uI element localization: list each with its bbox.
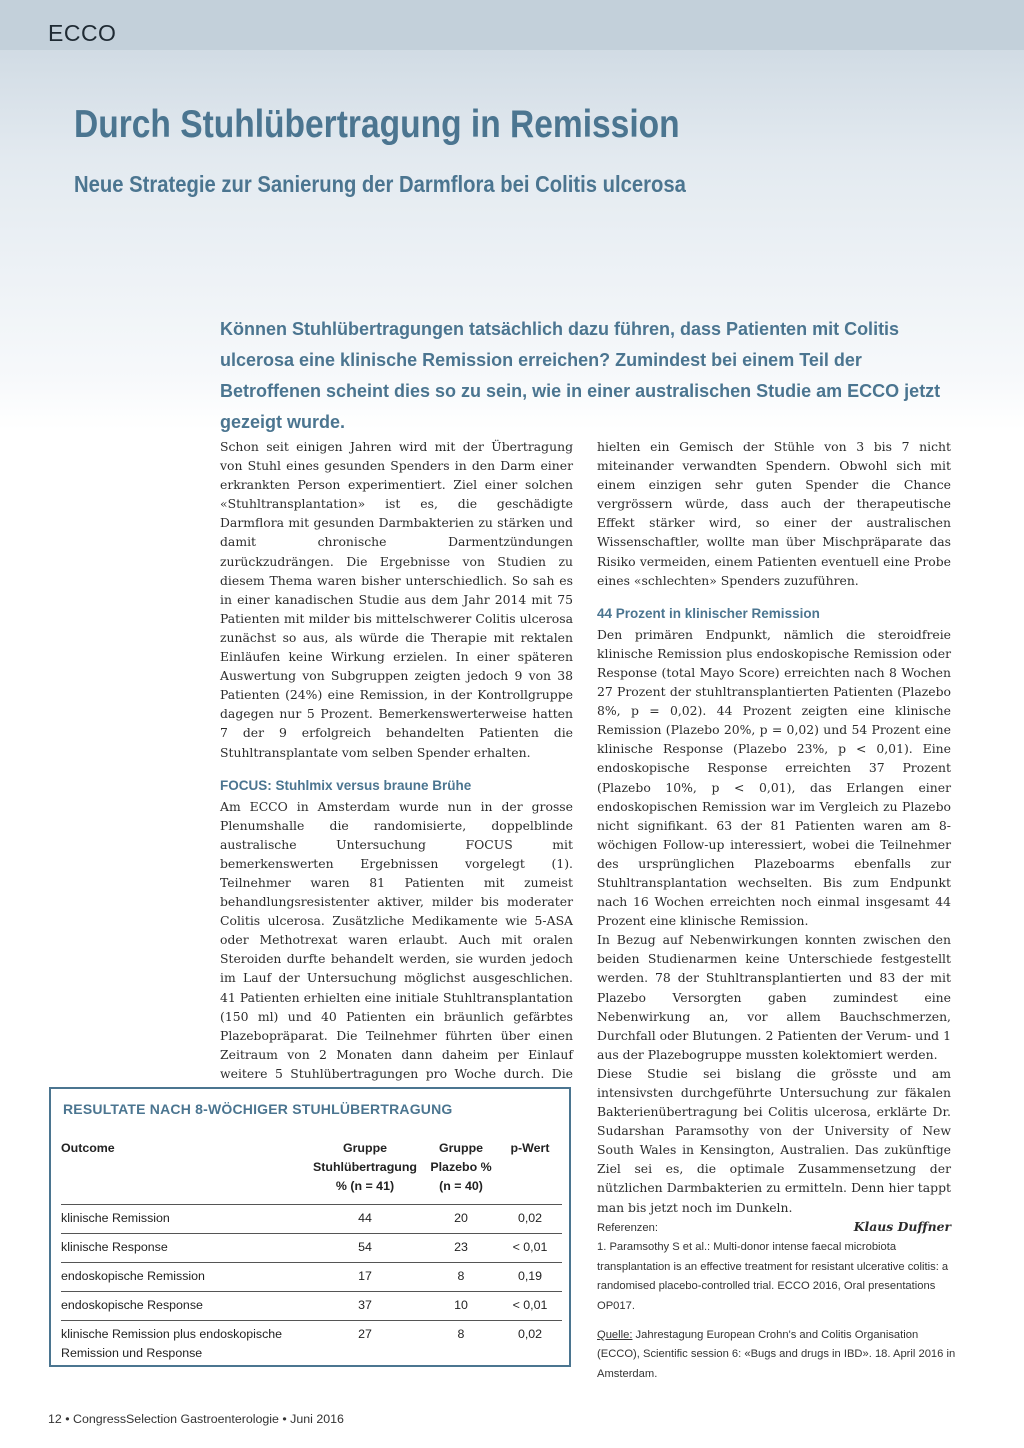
cell-group-plazebo: 8 bbox=[457, 1327, 465, 1341]
body-paragraph: Am ECCO in Amsterdam wurde nun in der grosse Plenumshalle die randomisierte, doppelblinde australische Untersuchung FOCUS mit bemerkenswerten Ergebnissen vorgelegt (1). Teilnehmer waren 81 Patienten mit zumeist behandlungsresistenter aktiver, milder bis moderater Colitis ulcerosa. Zusätzliche Medikamente wie 5-ASA oder Methotrexat waren erlaubt. Auch mit oralen Steroiden durfte behandelt werden, sie wurden jedoch im Lauf der Untersuchung möglichst ausgeschlichen. 41 Patienten erhielten eine initiale Stuhltransplantation (150 ml) und 40 Patienten ein bräunlich gefärbtes Plazebopräparat. Die Teilnehmer führten über einen Zeitraum von 2 Monaten dann daheim per Einlauf weitere 5 Stuhlübertragungen pro Woche durch. Die bbox=[220, 798, 573, 1081]
cell-group-stuhl: 44 bbox=[306, 1205, 424, 1234]
page-footer: 12 • CongressSelection Gastroenterologie • Juni 2016 bbox=[48, 1412, 344, 1426]
section-label: ECCO bbox=[48, 20, 117, 46]
reference-item: 1. Paramsothy S et al.: Multi-donor intense faecal microbiota transplantation is an effective treatment for resistant ulcerative colitis: a randomised placebo-controlled trial. ECCO 2016, Oral presentations OP017. bbox=[597, 1241, 949, 1312]
results-box-title: RESULTATE NACH 8-WÖCHIGER STUHLÜBERTRAGUNG bbox=[63, 1101, 453, 1117]
cell-group-stuhl: 17 bbox=[306, 1263, 424, 1292]
header-pvalue: p-Wert bbox=[498, 1139, 562, 1205]
cell-group-stuhl: 54 bbox=[306, 1234, 424, 1263]
results-table bbox=[61, 1139, 562, 1367]
table-row bbox=[61, 1263, 562, 1292]
cell-pvalue: < 0,01 bbox=[498, 1292, 562, 1321]
lead-paragraph: Können Stuhlübertragungen tatsächlich dazu führen, dass Patienten mit Colitis ulcerosa eine klinische Remission erreichen? Zumindest bei einem Teil der Betroffenen scheint dies so zu sein, wie in einer australischen Studie am ECCO jetzt gezeigt wurde. bbox=[220, 319, 941, 432]
article-title: Durch Stuhlübertragung in Remission bbox=[74, 103, 680, 146]
header-group-stuhl: Gruppe Stuhlübertragung % (n = 41) bbox=[306, 1139, 424, 1205]
source-text: Jahrestagung European Crohn's and Colitis Organisation (ECCO), Scientific session 6: «Bugs and drugs in IBD». 18. April 2016 in Amsterdam. bbox=[597, 1329, 956, 1380]
cell-pvalue: 0,19 bbox=[498, 1263, 562, 1292]
header-outcome: Outcome bbox=[61, 1139, 306, 1205]
references bbox=[597, 1219, 957, 1384]
header-group-plazebo: Gruppe Plazebo % (n = 40) bbox=[424, 1139, 498, 1205]
body-paragraph: Den primären Endpunkt, nämlich die steroidfreie klinische Remission plus endoskopische Remission oder Response (total Mayo Score) erreichten nach 8 Wochen 27 Prozent der stuhltransplantierten Patienten (Plazebo 8%, p = 0,02). 44 Prozent zeigten eine klinische Remission (Plazebo 20%, p = 0,02) und 54 Prozent eine klinische Response (Plazebo 23%, p < 0,01). Eine endoskopische Response erreichten 37 Prozent (Plazebo 10%, p < 0,01), das Erlangen einer endoskopischen Remission war im Vergleich zu Plazebo nicht signifikant. 63 der 81 Patienten waren am 8-wöchigen Follow-up interessiert, wobei die Teilnehmer des ursprünglichen Plazeboarms ebenfalls zur Stuhltransplantation wechselten. Bis zum Endpunkt nach 16 Wochen erreichten noch einmal insgesamt 44 Prozent eine klinische Remission. bbox=[597, 626, 951, 929]
cell-outcome: klinische Remission plus endoskopische Remission und Response bbox=[61, 1327, 283, 1360]
cell-group-plazebo: 8 bbox=[424, 1263, 498, 1292]
results-box bbox=[49, 1087, 571, 1367]
section-heading: 44 Prozent in klinischer Remission bbox=[597, 605, 820, 621]
body-paragraph: Diese Studie sei bislang die grösste und am intensivsten durchgeführte Untersuchung zur fäkalen Bakterienübertragung bei Colitis ulcerosa, erklärte Dr. Sudarshan Paramsothy von der University of New South Wales in Kensington, Australien. Das zukünftige Ziel sei es, die optimale Zusammensetzung der nützlichen Darmbakterien zu ermitteln. Denn hier tappt man bis jetzt noch im Dunkeln. bbox=[597, 1065, 951, 1215]
body-paragraph: In Bezug auf Nebenwirkungen konnten zwischen den beiden Studienarmen keine Unterschiede festgestellt werden. 78 der Stuhltransplantierten und 83 der mit Plazebo Versorgten gaben zumindest eine Nebenwirkung an, vor allem Bauchschmerzen, Durchfall oder Blutungen. 2 Patienten der Verum- und 1 aus der Plazebogruppe mussten kolektomiert werden. bbox=[597, 932, 951, 1062]
cell-pvalue: 0,02 bbox=[517, 1327, 543, 1341]
source-label: Quelle: bbox=[597, 1329, 633, 1342]
cell-outcome: endoskopische Remission bbox=[61, 1263, 306, 1292]
table-row bbox=[61, 1234, 562, 1263]
source-note bbox=[597, 1326, 957, 1384]
header-band bbox=[0, 0, 1024, 50]
cell-outcome: klinische Remission bbox=[61, 1205, 306, 1234]
cell-group-stuhl: 27 bbox=[358, 1327, 372, 1341]
table-row bbox=[61, 1205, 562, 1234]
author-name: Klaus Duffner bbox=[853, 1218, 951, 1234]
cell-group-plazebo: 20 bbox=[424, 1205, 498, 1234]
text-column-right bbox=[597, 437, 951, 1236]
table-row bbox=[61, 1321, 562, 1368]
cell-group-stuhl: 37 bbox=[306, 1292, 424, 1321]
references-heading: Referenzen: bbox=[597, 1222, 658, 1234]
section-heading: FOCUS: Stuhlmix versus braune Brühe bbox=[220, 777, 472, 793]
body-paragraph: hielten ein Gemisch der Stühle von 3 bis 7 nicht miteinander verwandten Spendern. Obwohl sich mit einem einzigen sehr guten Spender die Chance vergrössern würde, dass auch der therapeutische Effekt stärker wird, so einer der australischen Wissenschaftler, wollte man über Mischpräparate das Risiko vermeiden, einem Patienten eventuell eine Probe eines «schlechten» Spenders zuzuführen. bbox=[597, 439, 951, 588]
cell-group-plazebo: 23 bbox=[424, 1234, 498, 1263]
body-paragraph: Schon seit einigen Jahren wird mit der Übertragung von Stuhl eines gesunden Spenders in den Darm einer erkrankten Person experimentiert. Ziel einer solchen «Stuhltransplantation» ist es, die geschädigte Darmflora mit gesunden Darmbakterien zu stärken und damit chronische Darmentzündungen zurückzudrängen. Die Ergebnisse von Studien zu diesem Thema waren bisher unterschiedlich. So sah es in einer kanadischen Studie aus dem Jahr 2014 mit 75 Patienten mit milder bis mittelschwerer Colitis ulcerosa zunächst so aus, als würde die Therapie mit rektalen Einläufen keine Wirkung erzielen. In einer späteren Auswertung von Subgruppen zeigten jedoch 9 von 38 Patienten (24%) eine Remission, in der Kontrollgruppe dagegen nur 5 Prozent. Bemerkenswerterweise hatten 7 der 9 erfolgreich behandelten Patienten die Stuhltransplantate vom selben Spender erhalten. bbox=[220, 439, 573, 760]
table-row bbox=[61, 1292, 562, 1321]
text-column-left bbox=[220, 437, 573, 1102]
article-subtitle: Neue Strategie zur Sanierung der Darmflora bei Colitis ulcerosa bbox=[74, 171, 686, 197]
table-header-row bbox=[61, 1139, 562, 1205]
cell-pvalue: 0,02 bbox=[498, 1205, 562, 1234]
cell-group-plazebo: 10 bbox=[424, 1292, 498, 1321]
cell-outcome: endoskopische Response bbox=[61, 1292, 306, 1321]
cell-outcome: klinische Response bbox=[61, 1234, 306, 1263]
cell-pvalue: < 0,01 bbox=[498, 1234, 562, 1263]
